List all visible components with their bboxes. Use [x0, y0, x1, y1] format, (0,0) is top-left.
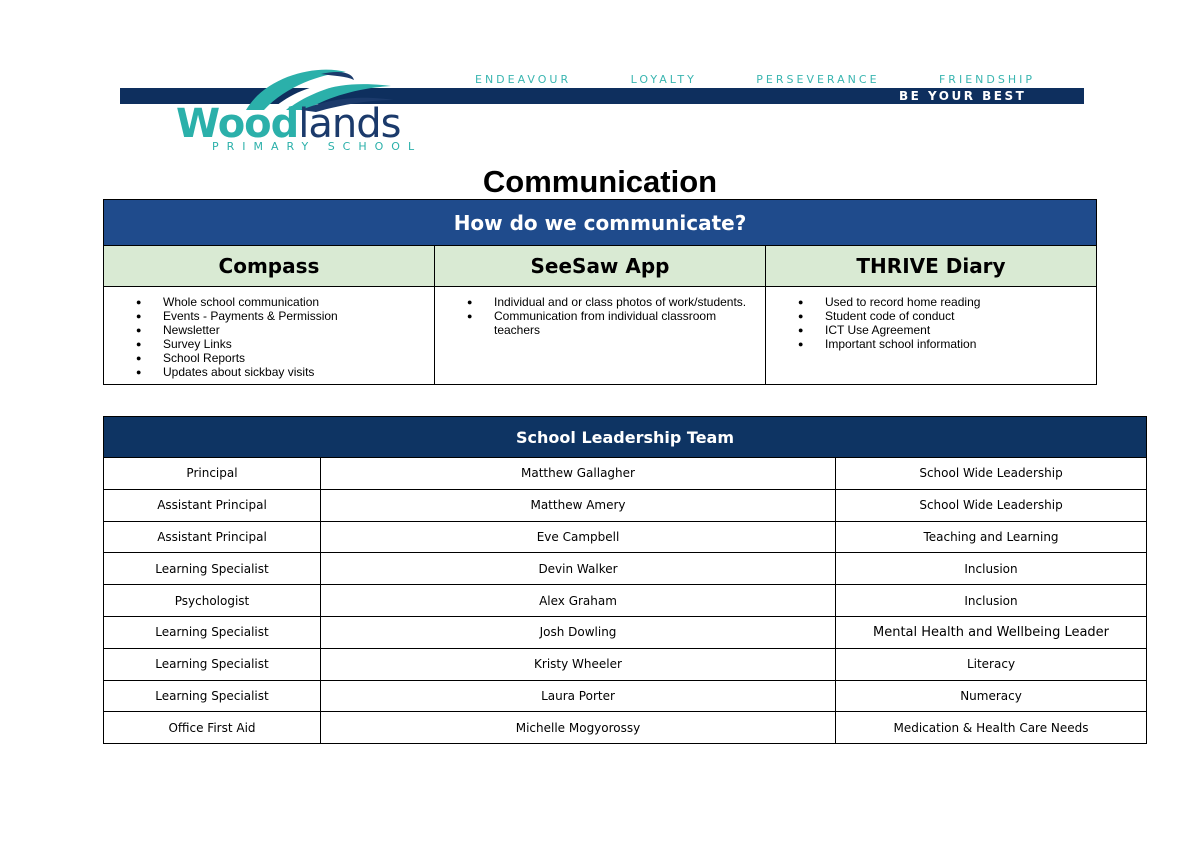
- list-item: ● Survey Links: [128, 337, 434, 351]
- thrive-list: [790, 295, 1096, 351]
- area-cell: Inclusion: [836, 585, 1147, 617]
- role-cell: Learning Specialist: [104, 648, 321, 680]
- value-friendship: FRIENDSHIP: [938, 73, 1035, 86]
- value-perseverance: PERSEVERANCE: [756, 73, 880, 86]
- area-cell: School Wide Leadership: [836, 458, 1147, 490]
- value-endeavour: ENDEAVOUR: [475, 73, 572, 86]
- list-item: ● Communication from individual classroom teachers: [459, 309, 765, 337]
- thrive-list-cell: [766, 287, 1097, 385]
- role-cell: Office First Aid: [104, 712, 321, 744]
- area-cell: Literacy: [836, 648, 1147, 680]
- table-row: [104, 712, 1147, 744]
- page-title: Communication: [482, 164, 718, 199]
- table-row: [104, 458, 1147, 490]
- logo-wordmark: Woodlands: [176, 101, 401, 147]
- leadership-heading: School Leadership Team: [104, 417, 1147, 458]
- area-cell: Medication & Health Care Needs: [836, 712, 1147, 744]
- role-cell: Assistant Principal: [104, 521, 321, 553]
- compass-list-cell: [104, 287, 435, 385]
- table-row: [104, 648, 1147, 680]
- name-cell: Devin Walker: [321, 553, 836, 585]
- area-cell: Numeracy: [836, 680, 1147, 712]
- column-thrive: THRIVE Diary: [766, 246, 1097, 287]
- role-cell: Psychologist: [104, 585, 321, 617]
- list-item: ● Events - Payments & Permission: [128, 309, 434, 323]
- table-row: [104, 680, 1147, 712]
- name-cell: Eve Campbell: [321, 521, 836, 553]
- name-cell: Matthew Amery: [321, 489, 836, 521]
- name-cell: Laura Porter: [321, 680, 836, 712]
- logo-subtitle: PRIMARY SCHOOL: [212, 140, 423, 153]
- area-cell: Mental Health and Wellbeing Leader: [836, 616, 1147, 648]
- name-cell: Kristy Wheeler: [321, 648, 836, 680]
- role-cell: Learning Specialist: [104, 680, 321, 712]
- area-cell: Inclusion: [836, 553, 1147, 585]
- column-seesaw: SeeSaw App: [435, 246, 766, 287]
- leadership-table: [103, 416, 1147, 744]
- column-compass: Compass: [104, 246, 435, 287]
- communication-table: [103, 199, 1097, 385]
- seesaw-list: [459, 295, 765, 337]
- communication-heading: How do we communicate?: [104, 200, 1097, 246]
- school-motto: BE YOUR BEST: [899, 89, 1027, 103]
- list-item: ● Newsletter: [128, 323, 434, 337]
- name-cell: Matthew Gallagher: [321, 458, 836, 490]
- role-cell: Assistant Principal: [104, 489, 321, 521]
- name-cell: Alex Graham: [321, 585, 836, 617]
- table-row: [104, 553, 1147, 585]
- list-item: ● School Reports: [128, 351, 434, 365]
- list-item: ● Important school information: [790, 337, 1096, 351]
- role-cell: Principal: [104, 458, 321, 490]
- area-cell: School Wide Leadership: [836, 489, 1147, 521]
- seesaw-list-cell: [435, 287, 766, 385]
- list-item: ● Used to record home reading: [790, 295, 1096, 309]
- table-row: [104, 585, 1147, 617]
- list-item: ● ICT Use Agreement: [790, 323, 1096, 337]
- list-item: ● Individual and or class photos of work/students.: [459, 295, 765, 309]
- school-values: [475, 73, 1035, 86]
- area-cell: Teaching and Learning: [836, 521, 1147, 553]
- role-cell: Learning Specialist: [104, 616, 321, 648]
- value-loyalty: LOYALTY: [630, 73, 697, 86]
- list-item: ● Whole school communication: [128, 295, 434, 309]
- compass-list: [128, 295, 434, 379]
- name-cell: Michelle Mogyorossy: [321, 712, 836, 744]
- list-item: ● Updates about sickbay visits: [128, 365, 434, 379]
- list-item: ● Student code of conduct: [790, 309, 1096, 323]
- table-row: [104, 489, 1147, 521]
- role-cell: Learning Specialist: [104, 553, 321, 585]
- school-logo: [176, 66, 448, 156]
- table-row: [104, 616, 1147, 648]
- name-cell: Josh Dowling: [321, 616, 836, 648]
- table-row: [104, 521, 1147, 553]
